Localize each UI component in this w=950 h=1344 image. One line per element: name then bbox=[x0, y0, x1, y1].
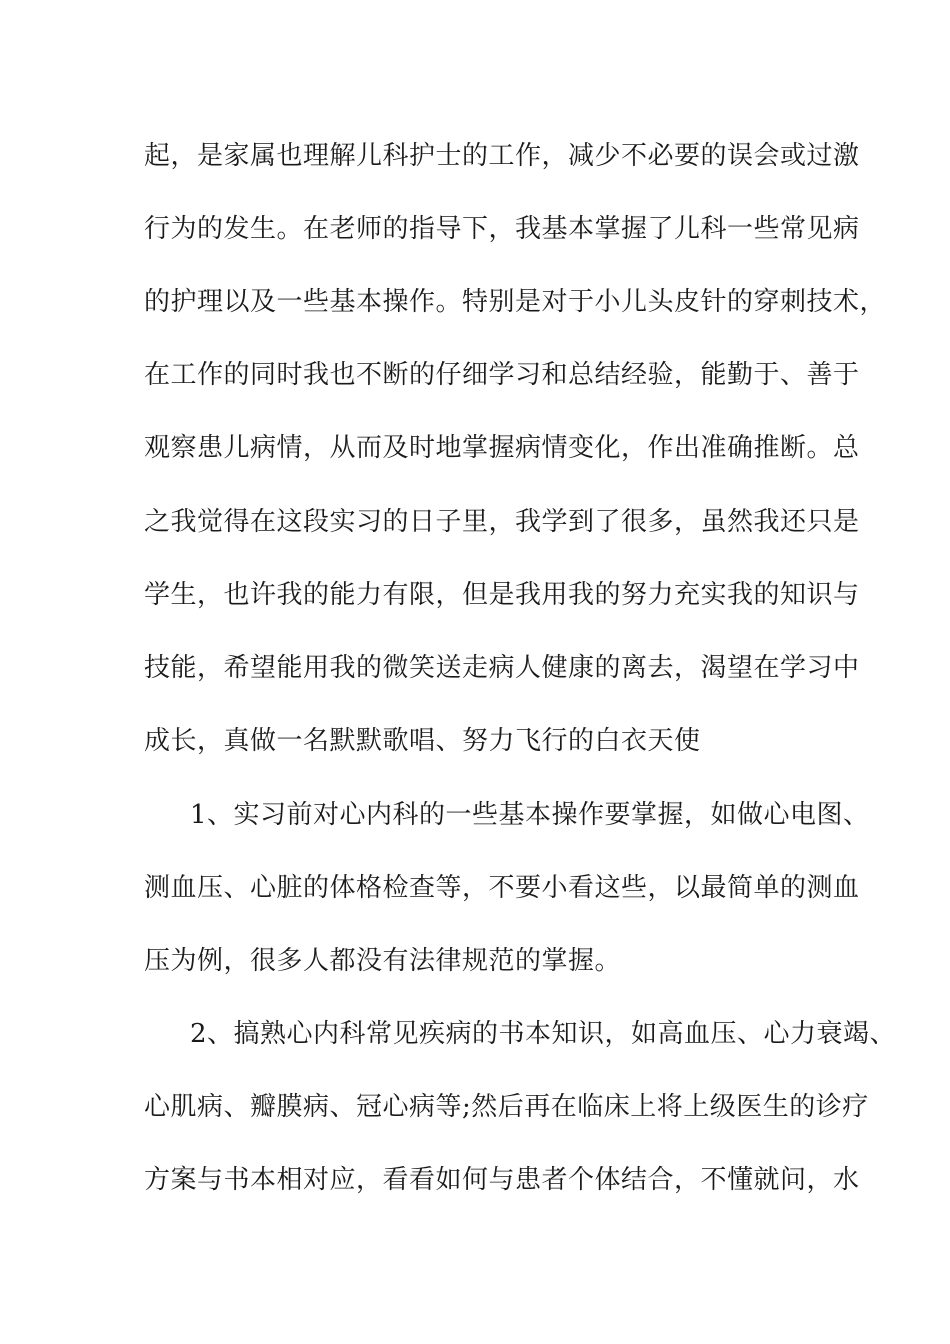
text-line: 的护理以及一些基本操作。特别是对于小儿头皮针的穿刺技术， bbox=[144, 287, 887, 317]
text-line: 心肌病、瓣膜病、冠心病等;然后再在临床上将上级医生的诊疗 bbox=[144, 1092, 869, 1122]
list-item-2-first-line: 2、搞熟心内科常见疾病的书本知识，如高血压、心力衰竭、 bbox=[190, 1019, 897, 1049]
text-line: 成长，真做一名默默歌唱、努力飞行的白衣天使 bbox=[144, 726, 701, 756]
text-line: 之我觉得在这段实习的日子里，我学到了很多，虽然我还只是 bbox=[144, 507, 860, 537]
text-line: 方案与书本相对应，看看如何与患者个体结合，不懂就问，水 bbox=[144, 1165, 860, 1195]
text-line: 技能，希望能用我的微笑送走病人健康的离去，渴望在学习中 bbox=[144, 653, 860, 683]
text-line: 起，是家属也理解儿科护士的工作，减少不必要的误会或过激 bbox=[144, 141, 860, 171]
text-line: 在工作的同时我也不断的仔细学习和总结经验，能勤于、善于 bbox=[144, 360, 860, 390]
text-line: 测血压、心脏的体格检查等，不要小看这些，以最简单的测血 bbox=[144, 873, 860, 903]
list-item-1-first-line: 1、实习前对心内科的一些基本操作要掌握，如做心电图、 bbox=[190, 800, 870, 830]
text-line: 行为的发生。在老师的指导下，我基本掌握了儿科一些常见病 bbox=[144, 214, 860, 244]
text-line: 观察患儿病情，从而及时地掌握病情变化，作出准确推断。总 bbox=[144, 433, 860, 463]
text-line: 学生，也许我的能力有限，但是我用我的努力充实我的知识与 bbox=[144, 580, 860, 610]
text-line: 压为例，很多人都没有法律规范的掌握。 bbox=[144, 946, 622, 976]
